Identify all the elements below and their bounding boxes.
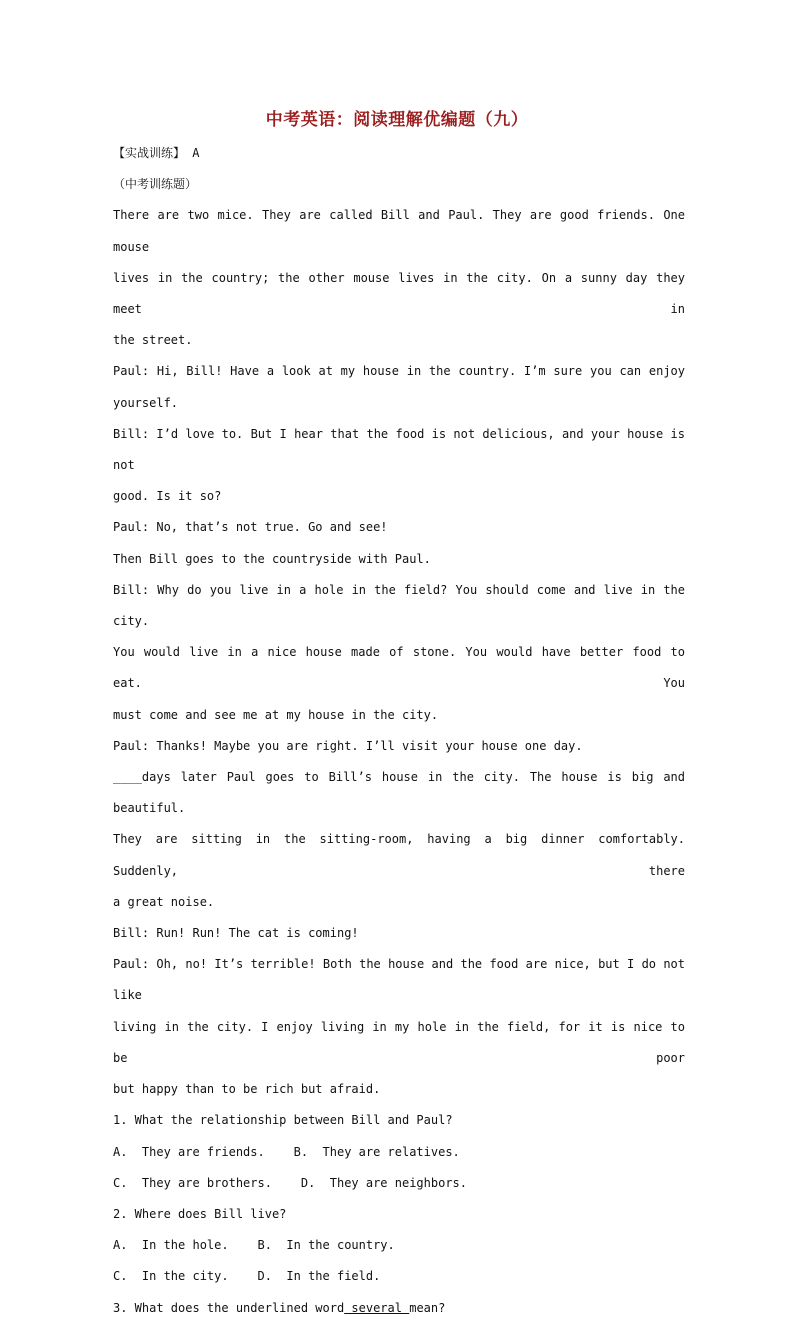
passage-line: living in the city. I enjoy living in my hole in the field, for it is nice to be poor xyxy=(113,1019,685,1065)
question-3 xyxy=(113,1293,685,1324)
passage-line: There are two mice. They are called Bill and Paul. They are good friends. One mouse xyxy=(113,208,685,254)
passage-line: They are sitting in the sitting-room, having a big dinner comfortably. Suddenly, there xyxy=(113,832,685,878)
question-3-prefix: 3. What does the underlined word xyxy=(113,1300,345,1315)
question-1-options-ab: A. They are friends. B. They are relatives. xyxy=(113,1144,460,1159)
passage-line: Bill: Run! Run! The cat is coming! xyxy=(113,926,359,941)
question-2-options-ab: A. In the hole. B. In the country. xyxy=(113,1238,395,1253)
passage-line: must come and see me at my house in the city. xyxy=(113,707,439,722)
passage-line: the street. xyxy=(113,333,193,348)
passage-line: Paul: Thanks! Maybe you are right. I’ll visit your house one day. xyxy=(113,738,583,753)
passage-line: ____days later Paul goes to Bill’s house in the city. The house is big and beautiful. xyxy=(113,770,685,816)
passage-line: Paul: No, that’s not true. Go and see! xyxy=(113,520,388,535)
underlined-word: several xyxy=(344,1300,410,1315)
question-2: 2. Where does Bill live? xyxy=(113,1206,287,1221)
section-heading: 【实战训练】 A xyxy=(113,146,200,160)
document-body xyxy=(113,138,685,1324)
passage-line: Paul: Hi, Bill! Have a look at my house in the country. I’m sure you can enjoy yourself. xyxy=(113,364,685,410)
passage-line: good. Is it so? xyxy=(113,489,222,504)
passage-line: You would live in a nice house made of stone. You would have better food to eat. You xyxy=(113,645,685,691)
passage-line: Bill: I’d love to. But I hear that the food is not delicious, and your house is not xyxy=(113,426,685,473)
passage-line: Paul: Oh, no! It’s terrible! Both the house and the food are nice, but I do not like xyxy=(113,957,685,1003)
question-3-suffix: mean? xyxy=(409,1300,446,1315)
passage-line: lives in the country; the other mouse lives in the city. On a sunny day they meet in xyxy=(113,270,685,317)
question-1-options-cd: C. They are brothers. D. They are neighbors. xyxy=(113,1175,468,1190)
question-1: 1. What the relationship between Bill and Paul? xyxy=(113,1113,453,1128)
passage-line: Bill: Why do you live in a hole in the field? You should come and live in the city. xyxy=(113,582,685,629)
passage-line: a great noise. xyxy=(113,894,215,909)
passage-line: Then Bill goes to the countryside with Paul. xyxy=(113,551,431,566)
passage-line: but happy than to be rich but afraid. xyxy=(113,1082,381,1097)
question-2-options-cd: C. In the city. D. In the field. xyxy=(113,1269,381,1284)
page-title: 中考英语：阅读理解优编题（九） xyxy=(265,110,529,130)
source-note: （中考训练题） xyxy=(113,177,198,192)
